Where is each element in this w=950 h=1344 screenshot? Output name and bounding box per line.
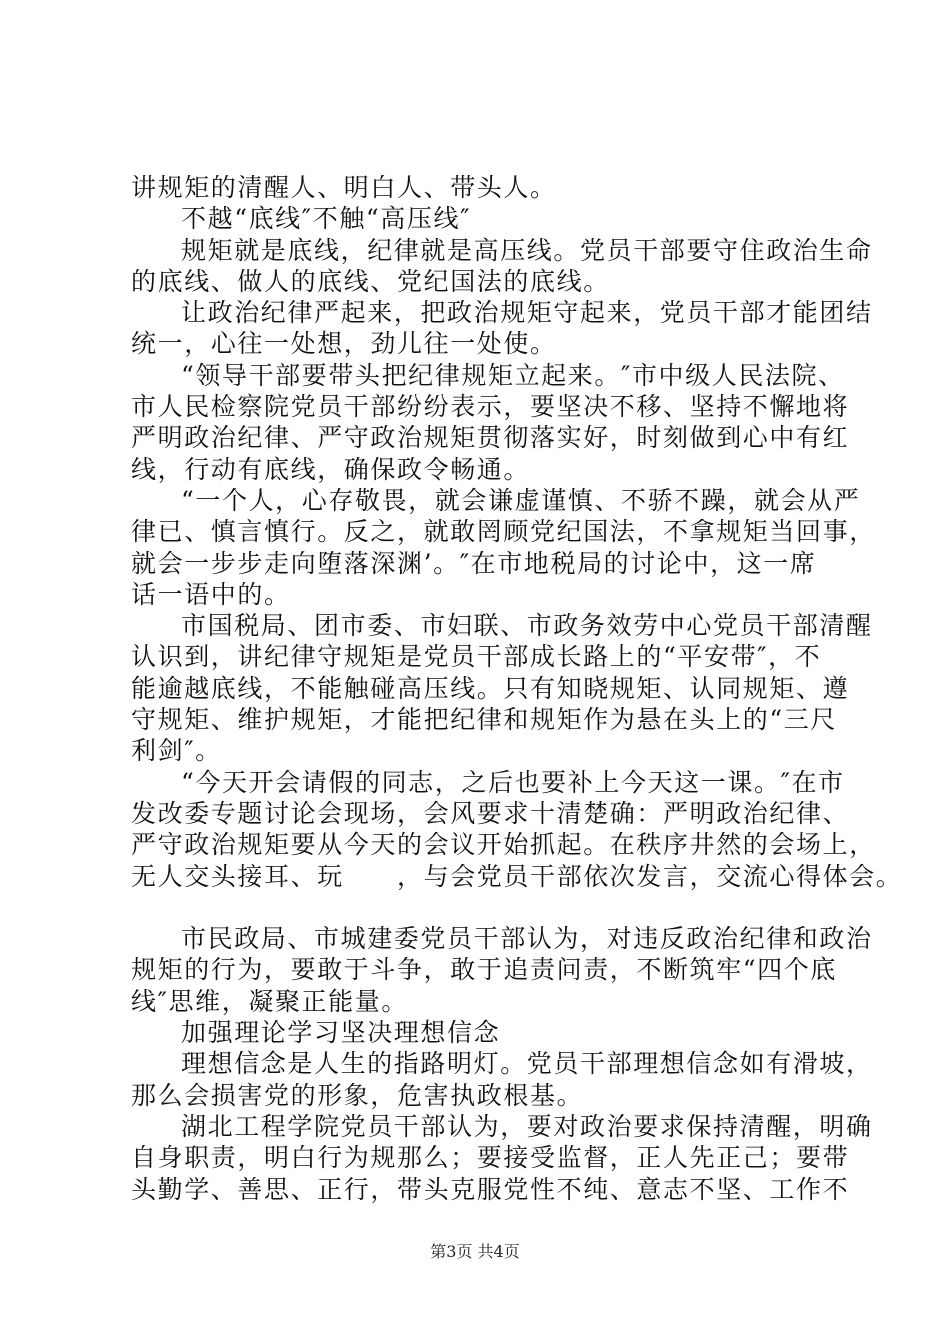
text-line: 严守政治规矩要从今天的会议开始抓起。在秩序井然的会场上， xyxy=(131,830,876,860)
text-line: “今天开会请假的同志，之后也要补上今天这一课。″在市 xyxy=(181,767,845,797)
text-line: “一个人，心存敬畏，就会谦虚谨慎、不骄不躁，就会从严 xyxy=(181,485,861,515)
page-number-footer: 第3页 共4页 xyxy=(430,1242,520,1261)
text-line: 能逾越底线，不能触碰高压线。只有知晓规矩、认同规矩、遵 xyxy=(131,673,850,703)
document-body xyxy=(131,172,903,1205)
text-line: 统一，心往一处想，劲儿往一处使。 xyxy=(131,329,557,359)
text-line: 市民政局、市城建委党员干部认为，对违反政治纪律和政治 xyxy=(181,924,873,954)
text-line: 规矩就是底线，纪律就是高压线。党员干部要守住政治生命 xyxy=(181,235,873,265)
text-line: 讲规矩的清醒人、明白人、带头人。 xyxy=(131,173,557,202)
text-line: 市人民检察院党员干部纷纷表示，要坚决不移、坚持不懈地将 xyxy=(131,392,850,422)
text-line: 头勤学、善思、正行，带头克服党性不纯、意志不坚、工作不 xyxy=(131,1174,850,1204)
text-line: 利剑″。 xyxy=(131,736,222,766)
section-heading: 不越“底线″不触“高压线″ xyxy=(181,204,472,234)
blank-line xyxy=(131,892,851,923)
text-line: 湖北工程学院党员干部认为，要对政治要求保持清醒，明确 xyxy=(181,1111,873,1141)
text-line: 市国税局、团市委、市妇联、市政务效劳中心党员干部清醒 xyxy=(181,611,873,641)
text-line: 无人交头接耳、玩 ，与会党员干部依次发言，交流心得体会。 xyxy=(131,861,903,891)
text-line: 那么会损害党的形象，危害执政根基。 xyxy=(131,1080,584,1110)
text-line: 线，行动有底线，确保政令畅通。 xyxy=(131,454,531,484)
text-line: 自身职责，明白行为规那么；要接受监督，正人先正己；要带 xyxy=(131,1143,850,1173)
text-line: 让政治纪律严起来，把政治规矩守起来，党员干部才能团结 xyxy=(181,298,873,328)
text-line: 发改委专题讨论会现场，会风要求十清楚确：严明政治纪律、 xyxy=(131,798,850,828)
text-line: 认识到，讲纪律守规矩是党员干部成长路上的“平安带″，不 xyxy=(131,642,822,672)
text-line: 守规矩、维护规矩，才能把纪律和规矩作为悬在头上的“三尺 xyxy=(131,705,837,735)
text-line: “领导干部要带头把纪律规矩立起来。″市中级人民法院、 xyxy=(181,360,845,390)
section-heading: 加强理论学习坚决理想信念 xyxy=(181,1018,501,1048)
text-line: 律已、慎言慎行。反之，就敢罔顾党纪国法，不拿规矩当回事， xyxy=(131,517,876,547)
text-line: 严明政治纪律、严守政治规矩贯彻落实好，时刻做到心中有红 xyxy=(131,423,850,453)
text-line: 理想信念是人生的指路明灯。党员干部理想信念如有滑坡， xyxy=(181,1049,873,1079)
text-line: 规矩的行为，要敢于斗争，敢于追责问责，不断筑牢“四个底 xyxy=(131,955,837,985)
text-line: 就会一步步走向堕落深渊’。″在市地税局的讨论中，这一席 xyxy=(131,548,817,578)
text-line: 的底线、做人的底线、党纪国法的底线。 xyxy=(131,266,610,296)
text-line: 线″思维，凝聚正能量。 xyxy=(131,986,408,1016)
text-line: 话一语中的。 xyxy=(131,579,291,609)
